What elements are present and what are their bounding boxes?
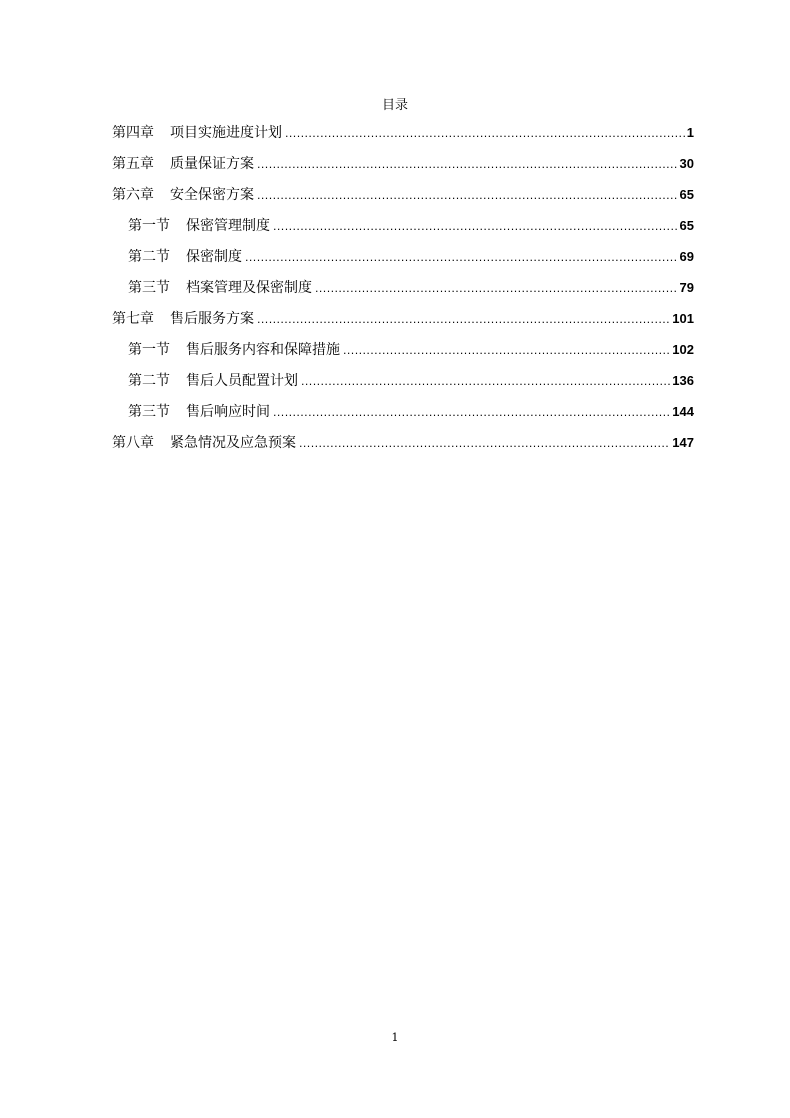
toc-entry-heading: 售后响应时间: [186, 404, 270, 420]
toc-dot-leader: [285, 122, 685, 146]
toc-entry-label: 第七章: [112, 311, 154, 327]
toc-dot-leader: [257, 308, 670, 332]
toc-entry-page: 102: [672, 342, 694, 357]
toc-dot-leader: [245, 246, 678, 270]
toc-dot-leader: [315, 277, 678, 301]
toc-entry-label: 第一节: [128, 218, 170, 234]
toc-entry-section-7-1[interactable]: [112, 338, 694, 369]
toc-entry-page: 147: [672, 435, 694, 450]
toc-entry-page: 101: [672, 311, 694, 326]
toc-entry-chapter-7[interactable]: [112, 307, 694, 338]
toc-entry-section-6-2[interactable]: [112, 245, 694, 276]
toc-entry-page: 65: [679, 187, 694, 202]
toc-dot-leader: [301, 370, 670, 394]
toc-dot-leader: [299, 432, 670, 456]
toc-list: [112, 121, 694, 462]
toc-entry-label: 第二节: [128, 373, 170, 389]
toc-entry-heading: 项目实施进度计划: [170, 125, 282, 141]
toc-entry-page: 136: [672, 373, 694, 388]
toc-entry-page: 69: [679, 249, 694, 264]
toc-entry-label: 第六章: [112, 187, 154, 203]
toc-entry-chapter-8[interactable]: [112, 431, 694, 462]
toc-entry-chapter-5[interactable]: [112, 152, 694, 183]
toc-entry-page: 65: [679, 218, 694, 233]
toc-entry-section-6-3[interactable]: [112, 276, 694, 307]
toc-entry-heading: 保密管理制度: [186, 218, 270, 234]
toc-title: 目录: [381, 98, 408, 113]
toc-entry-label: 第一节: [128, 342, 170, 358]
page-number: 1: [391, 1031, 399, 1044]
toc-entry-chapter-6[interactable]: [112, 183, 694, 214]
toc-dot-leader: [273, 215, 678, 239]
toc-entry-heading: 档案管理及保密制度: [186, 280, 312, 296]
toc-entry-heading: 售后人员配置计划: [186, 373, 298, 389]
toc-entry-page: 30: [679, 156, 694, 171]
toc-entry-label: 第八章: [112, 435, 154, 451]
toc-entry-section-7-2[interactable]: [112, 369, 694, 400]
toc-entry-label: 第三节: [128, 280, 170, 296]
toc-entry-heading: 保密制度: [186, 249, 242, 265]
toc-entry-section-6-1[interactable]: [112, 214, 694, 245]
toc-dot-leader: [273, 401, 670, 425]
toc-entry-page: 1: [686, 125, 694, 140]
toc-entry-heading: 售后服务方案: [170, 311, 254, 327]
toc-entry-label: 第五章: [112, 156, 154, 172]
toc-dot-leader: [257, 153, 678, 177]
toc-entry-chapter-4[interactable]: [112, 121, 694, 152]
toc-entry-page: 144: [672, 404, 694, 419]
toc-entry-label: 第三节: [128, 404, 170, 420]
toc-entry-heading: 安全保密方案: [170, 187, 254, 203]
toc-entry-heading: 紧急情况及应急预案: [170, 435, 296, 451]
toc-entry-label: 第四章: [112, 125, 154, 141]
toc-entry-page: 79: [679, 280, 694, 295]
toc-entry-heading: 售后服务内容和保障措施: [186, 342, 340, 358]
toc-entry-heading: 质量保证方案: [170, 156, 254, 172]
toc-dot-leader: [343, 339, 670, 363]
toc-dot-leader: [257, 184, 678, 208]
toc-entry-section-7-3[interactable]: [112, 400, 694, 431]
toc-entry-label: 第二节: [128, 249, 170, 265]
